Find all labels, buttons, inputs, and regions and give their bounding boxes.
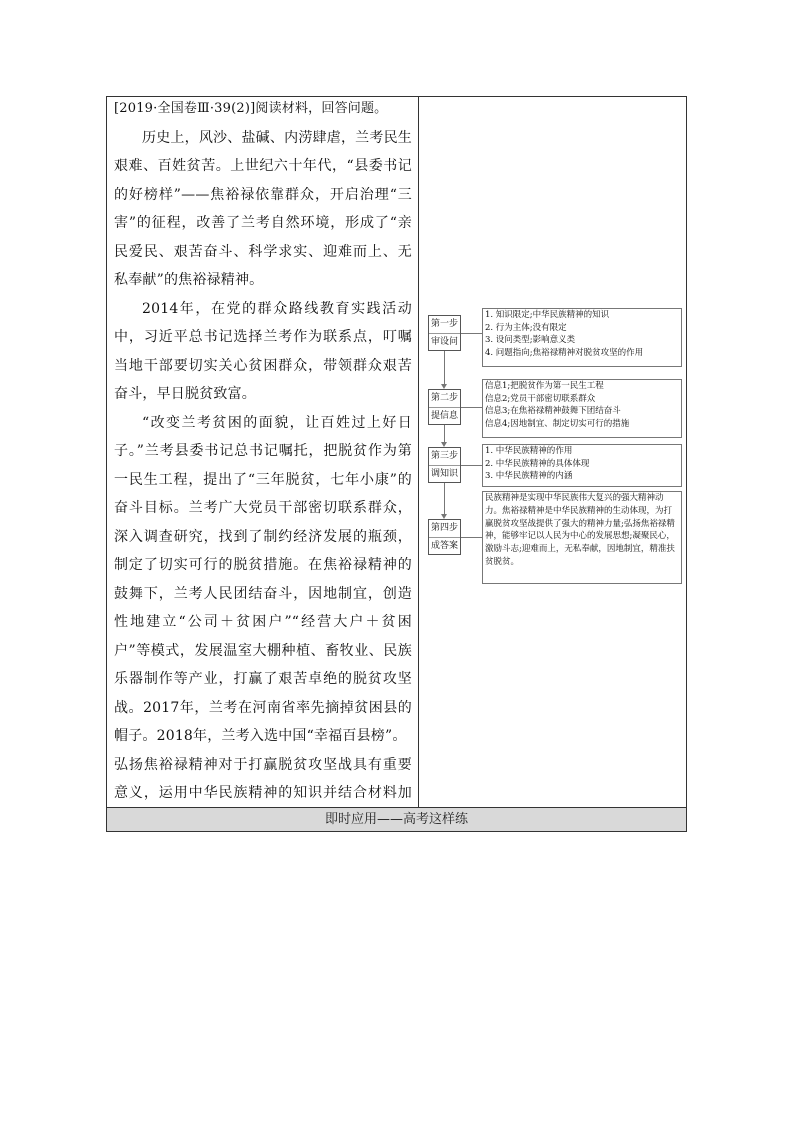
step-2-detail: 信息2;党员干部密切联系群众 [485, 393, 596, 404]
step-2-details [482, 379, 682, 438]
material-cell [107, 97, 419, 807]
step-1-detail: 2. 行为主体;没有限定 [485, 322, 567, 333]
step-3-title: 调知识 [430, 469, 458, 479]
step-2-detail: 信息4;因地制宜、制定切实可行的措施 [485, 418, 630, 429]
step-1-box [428, 315, 461, 351]
step-1-detail: 4. 问题指向;焦裕禄精神对脱贫攻坚的作用 [485, 347, 644, 358]
step-3-details [482, 444, 682, 487]
question-source: [2019·全国卷Ⅲ·39(2)]阅读材料，回答问题。 [114, 101, 388, 116]
flow-line [444, 425, 445, 443]
material-paragraph-2: 2014年，在党的群众路线教育实践活动中，习近平总书记选择兰考作为联系点，叮嘱当地干部要切实关心贫困群众，带领群众艰苦奋斗，早日脱贫致富。 [114, 300, 412, 402]
step-4-details [482, 491, 682, 584]
question-table [106, 96, 687, 832]
connector-line [461, 537, 482, 538]
connector-line [461, 333, 482, 334]
connector-line [461, 407, 482, 408]
step-1-details [482, 308, 682, 367]
flow-line [444, 483, 445, 515]
step-2-detail: 信息1;把脱贫作为第一民生工程 [485, 381, 604, 391]
step-4-title: 成答案 [430, 541, 458, 551]
step-1-detail: 3. 设问类型;影响意义类 [485, 335, 576, 345]
step-3-number: 第三步 [429, 448, 460, 466]
section-footer: 即时应用——高考这样练 [107, 807, 686, 831]
step-3-detail: 1. 中华民族精神的作用 [485, 446, 573, 456]
material-paragraph-1: 历史上，风沙、盐碱、内涝肆虐，兰考民生艰难、百姓贫苦。上世纪六十年代，“县委书记的好榜样”——焦裕禄依靠群众，开启治理“三害”的征程，改善了兰考自然环境，形成了“亲民爱民、艰苦奋斗、科学求实、迎难而上、无私奉献”的焦裕禄精神。 [114, 129, 412, 288]
solution-flowchart [419, 97, 686, 807]
step-1-detail: 1. 知识限定;中华民族精神的知识 [485, 310, 610, 320]
step-4-number: 第四步 [429, 520, 460, 538]
step-2-title: 提信息 [430, 411, 458, 421]
step-2-box [428, 389, 461, 425]
connector-line [461, 465, 482, 466]
step-3-box [428, 447, 461, 483]
step-4-answer: 民族精神是实现中华民族伟大复兴的强大精神动力。焦裕禄精神是中华民族精神的生动体现，为打赢脱贫攻坚战提供了强大的精神力量;弘扬焦裕禄精神，能够牢记以人民为中心的发展思想;凝聚民心，激励斗志;迎难而上，无私奉献，因地制宜，精准扶贫脱贫。 [485, 493, 675, 567]
step-1-number: 第一步 [429, 316, 460, 334]
step-3-detail: 2. 中华民族精神的具体体现 [485, 458, 590, 469]
step-2-detail: 信息3;在焦裕禄精神鼓舞下团结奋斗 [485, 406, 621, 416]
step-4-box [428, 519, 461, 555]
material-paragraph-3: “改变兰考贫困的面貌，让百姓过上好日子。”兰考县委书记总书记嘱托，把脱贫作为第一民生工程，提出了“三年脱贫，七年小康”的奋斗目标。兰考广大党员干部密切联系群众，深入调查研究，找到了制约经济发展的瓶颈，制定了切实可行的脱贫措施。在焦裕禄精神的鼓舞下，兰考人民团结奋斗，因地制宜，创造性地建立“公司＋贫困户”“经营大户＋贫困户”等模式，发展温室大棚种植、畜牧业、民族乐器制作等产业，打赢了艰苦卓绝的脱贫攻坚战。2017年，兰考在河南省率先摘掉贫困县的帽子。2018年，兰考入选中国“幸福百县榜”。 [114, 414, 412, 744]
question-prompt: 弘扬焦裕禄精神对于打赢脱贫攻坚战具有重要意义，运用中华民族精神的知识并结合材料加 [114, 756, 412, 801]
step-3-detail: 3. 中华民族精神的内涵 [485, 471, 573, 481]
step-1-title: 审设问 [430, 337, 458, 347]
step-2-number: 第二步 [429, 390, 460, 408]
solution-flowchart-cell [419, 97, 686, 807]
